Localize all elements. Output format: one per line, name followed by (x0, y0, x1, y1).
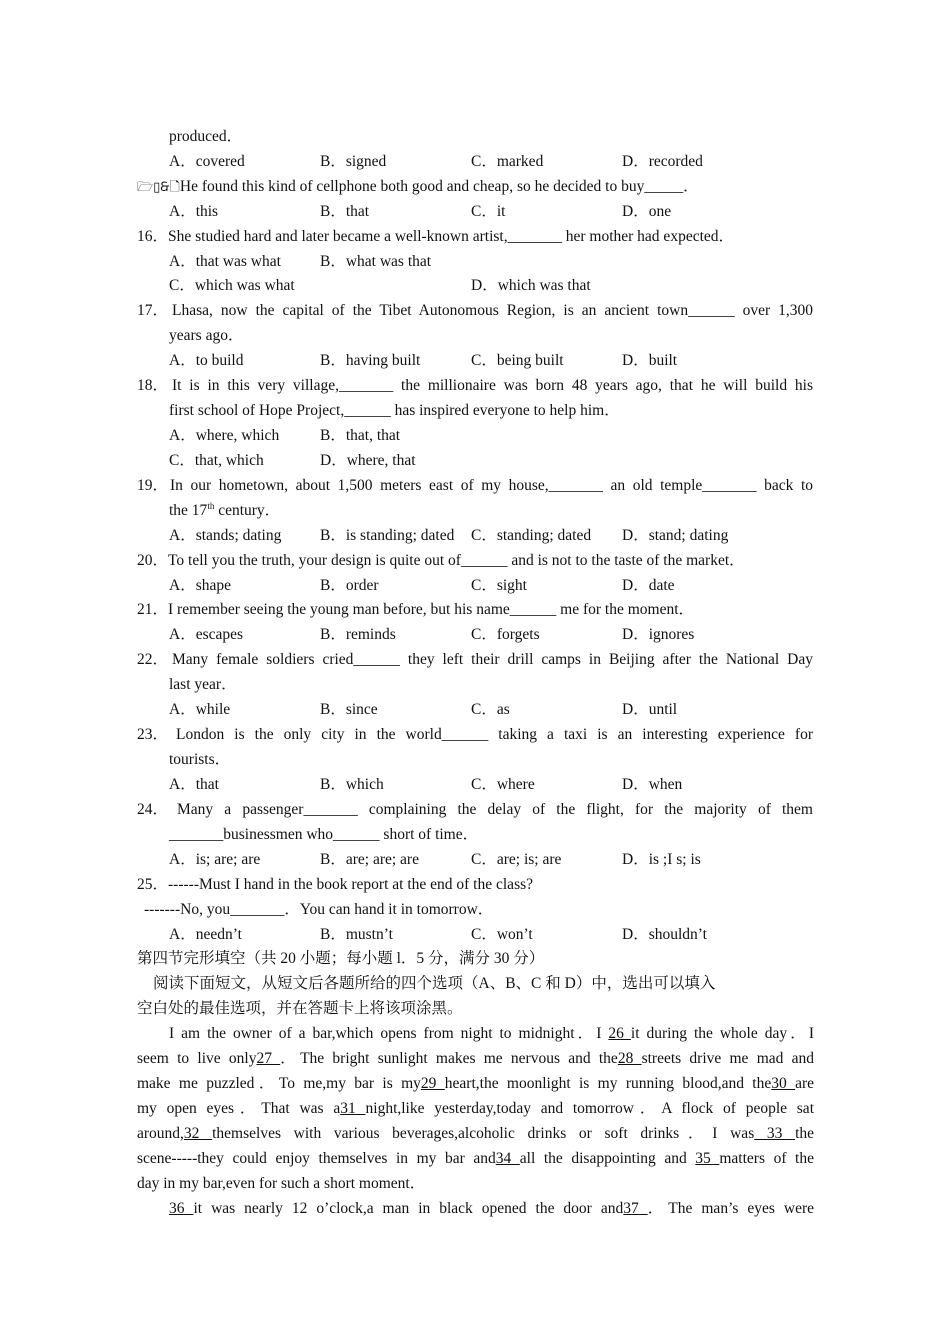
option-a[interactable]: A．while (169, 701, 231, 718)
text: make me puzzled．To me,my bar is my (137, 1075, 421, 1092)
option-d[interactable]: D．shouldn’t (622, 926, 707, 943)
question-22-line1: Many female soldiers cried______ they left their drill camps in Beijing after the National Day (172, 651, 813, 668)
question-16 (137, 227, 734, 247)
question-number: 16． (137, 228, 169, 245)
question-23-line1: London is the only city in the world______ taking a taxi is an interesting experience for (176, 726, 813, 743)
option-a[interactable]: A．is; are; are (169, 851, 261, 868)
option-b[interactable]: B．what was that (320, 253, 432, 270)
blank-36[interactable]: 36 (169, 1200, 194, 1217)
option-b[interactable]: B．since (320, 701, 378, 718)
passage-line-4 (137, 1099, 814, 1119)
option-c[interactable]: C．marked (471, 153, 544, 170)
question-24-line2: _______businessmen who______ short of time． (169, 826, 479, 843)
option-c[interactable]: C．forgets (471, 626, 540, 643)
blank-31[interactable]: 31 (340, 1100, 366, 1117)
text: my open eyes．That was a (137, 1100, 341, 1117)
option-d[interactable]: D．until (622, 701, 678, 718)
garbled-number-icon: 🗁▯🙲🗋 (137, 180, 180, 195)
blank-33[interactable]: 33 (754, 1125, 796, 1142)
question-17-number: 17． (137, 302, 169, 319)
question-18-line1: It is in this very village,_______ the millionaire was born 48 years ago, that he will build his (172, 377, 813, 394)
passage-line-2 (137, 1049, 814, 1069)
option-a[interactable]: A．that (169, 776, 219, 793)
option-d[interactable]: D．stand; dating (622, 527, 729, 544)
question-22-line2: last year． (169, 676, 237, 693)
text: all the disappointing and (519, 1150, 696, 1167)
question-stem: To tell you the truth, your design is quite out of______ and is not to the taste of the market． (168, 552, 745, 569)
option-d[interactable]: D．date (622, 577, 675, 594)
question-18-number: 18． (137, 377, 169, 394)
text: scene-----they could enjoy themselves in my bar and (137, 1150, 496, 1167)
option-d[interactable]: D．recorded (622, 153, 703, 170)
question-15 (137, 177, 699, 198)
question-19-number: 19． (137, 477, 169, 494)
option-c[interactable]: C．it (471, 203, 506, 220)
question-17-line1: Lhasa, now the capital of the Tibet Autonomous Region, is an ancient town______ over 1,300 (172, 302, 813, 319)
question-18-line2: first school of Hope Project,______ has inspired everyone to help him． (169, 402, 620, 419)
text: ．The bright sunlight makes me nervous and the (280, 1050, 618, 1067)
option-a[interactable]: A．that was what (169, 253, 281, 270)
question-number: 20． (137, 552, 169, 569)
passage-line-6 (137, 1149, 814, 1169)
option-c[interactable]: C．being built (471, 352, 564, 369)
blank-26[interactable]: 26 (608, 1025, 631, 1042)
option-d[interactable]: D．when (622, 776, 683, 793)
passage-line-1 (169, 1024, 814, 1044)
question-number: 21． (137, 601, 169, 618)
option-c[interactable]: C．standing; dated (471, 527, 592, 544)
option-a[interactable]: A．to build (169, 352, 244, 369)
option-a[interactable]: A．where, which (169, 427, 280, 444)
blank-28[interactable]: 28 (617, 1050, 642, 1067)
question-24-line1: Many a passenger_______ complaining the delay of the flight, for the majority of them (177, 801, 813, 818)
text: ．The man’s eyes were (647, 1200, 815, 1217)
question-19-line1: In our hometown, about 1,500 meters east of my house,_______ an old temple_______ back to (170, 477, 813, 494)
option-a[interactable]: A．shape (169, 577, 231, 594)
blank-35[interactable]: 35 (695, 1150, 720, 1167)
text: it was nearly 12 o’clock,a man in black opened the door and (193, 1200, 624, 1217)
option-c[interactable]: C．are; is; are (471, 851, 562, 868)
option-b[interactable]: B．is standing; dated (320, 527, 455, 544)
option-b[interactable]: B．signed (320, 153, 387, 170)
option-c[interactable]: C．that, which (169, 452, 264, 469)
text: are (795, 1075, 815, 1092)
option-d[interactable]: D．where, that (320, 452, 416, 469)
question-number: 25． (137, 876, 169, 893)
text: century． (214, 502, 281, 519)
option-d[interactable]: D．is ;I s; is (622, 851, 701, 868)
option-d[interactable]: D．ignores (622, 626, 695, 643)
blank-30[interactable]: 30 (771, 1075, 796, 1092)
option-c[interactable]: C．won’t (471, 926, 533, 943)
blank-27[interactable]: 27 (256, 1050, 281, 1067)
question-stem: He found this kind of cellphone both good and cheap, so he decided to buy_____． (179, 178, 699, 195)
option-d[interactable]: D．which was that (471, 277, 591, 294)
section-instruction-line2: 空白处的最佳选项，并在答题卡上将该项涂黑。 (137, 1000, 463, 1017)
question-20 (137, 551, 745, 571)
text: night,like yesterday,today and tomorrow．A flock of people sat (365, 1100, 814, 1117)
blank-29[interactable]: 29 (420, 1075, 445, 1092)
question-24-number: 24． (137, 801, 169, 818)
question-23-number: 23． (137, 726, 169, 743)
text: seem to live only (137, 1050, 257, 1067)
text: heart,the moonlight is my running blood,and the (444, 1075, 772, 1092)
option-a[interactable]: A．stands; dating (169, 527, 282, 544)
passage-line-8 (169, 1199, 814, 1219)
option-b[interactable]: B．are; are; are (320, 851, 419, 868)
option-d[interactable]: D．built (622, 352, 678, 369)
option-c[interactable]: C．as (471, 701, 510, 718)
question-21 (137, 600, 694, 620)
section-heading: 第四节完形填空（共 20 小题；每小题 l．5 分，满分 30 分） (137, 950, 545, 967)
text: I am the owner of a bar,which opens from night to midnight．I (169, 1025, 609, 1042)
text: themselves with various beverages,alcoholic drinks or soft drinks．I was (212, 1125, 755, 1142)
superscript: th (207, 500, 215, 511)
option-d[interactable]: D．one (622, 203, 672, 220)
option-b[interactable]: B．having built (320, 352, 421, 369)
text: around, (137, 1125, 184, 1142)
option-b[interactable]: B．that, that (320, 427, 401, 444)
dialogue-line-2: -------No, you_______．You can hand it in tomorrow． (144, 901, 494, 918)
question-stem: She studied hard and later became a well-known artist,_______ her mother had expected． (168, 228, 735, 245)
question-22-number: 22． (137, 651, 169, 668)
blank-32[interactable]: 32 (183, 1125, 213, 1142)
option-b[interactable]: B．order (320, 577, 379, 594)
option-c[interactable]: C．sight (471, 577, 527, 594)
option-b[interactable]: B．which (320, 776, 384, 793)
question-17-line2: years ago． (169, 327, 244, 344)
question-stem: I remember seeing the young man before, but his name______ me for the moment． (168, 601, 695, 618)
question-19-line2 (169, 501, 280, 521)
question-25 (137, 875, 533, 895)
option-a[interactable]: A．needn’t (169, 926, 242, 943)
option-a[interactable]: A．this (169, 203, 219, 220)
option-c[interactable]: C．where (471, 776, 535, 793)
text: matters of the (719, 1150, 814, 1167)
option-b[interactable]: B．mustn’t (320, 926, 393, 943)
text: it during the whole day．I (630, 1025, 814, 1042)
blank-37[interactable]: 37 (623, 1200, 648, 1217)
option-b[interactable]: B．reminds (320, 626, 396, 643)
passage-line-7: day in my bar,even for such a short moment． (137, 1175, 426, 1192)
blank-34[interactable]: 34 (495, 1150, 520, 1167)
passage-line-5 (137, 1124, 814, 1144)
passage-line-3 (137, 1074, 814, 1094)
option-a[interactable]: A．escapes (169, 626, 244, 643)
text: the 17 (169, 502, 208, 519)
dialogue-line-1: ------Must I hand in the book report at the end of the class? (168, 876, 534, 893)
option-c[interactable]: C．which was what (169, 277, 295, 294)
prev-question-tail: produced． (169, 128, 243, 145)
question-23-line2: tourists． (169, 751, 231, 768)
option-a[interactable]: A．covered (169, 153, 245, 170)
text: the (795, 1125, 815, 1142)
text: streets drive me mad and (641, 1050, 815, 1067)
option-b[interactable]: B．that (320, 203, 370, 220)
section-instruction-line1: 阅读下面短文，从短文后各题所给的四个选项（A、B、C 和 D）中，选出可以填入 (153, 975, 716, 992)
